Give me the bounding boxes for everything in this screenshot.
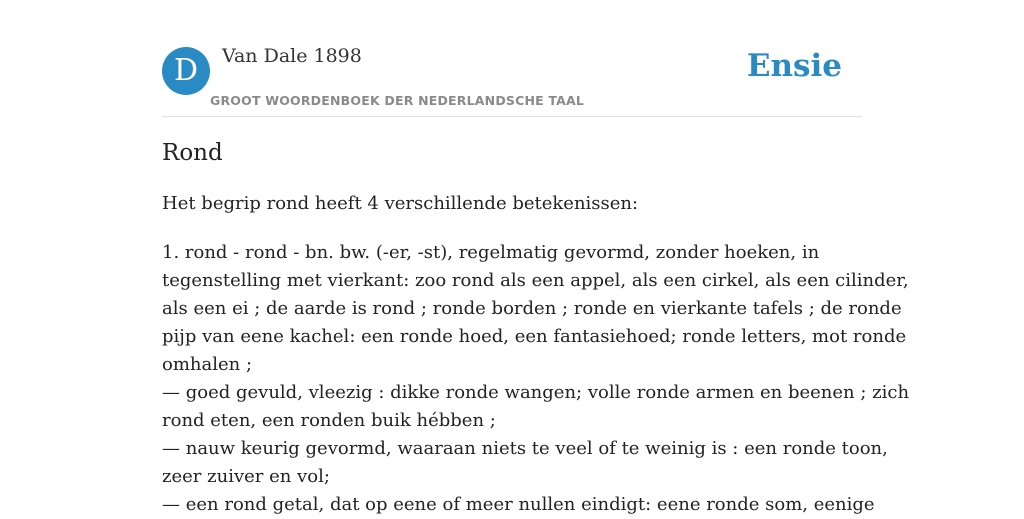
header	[162, 0, 862, 117]
definition-line: — goed gevuld, vleezig : dikke ronde wangen; volle ronde armen en beenen ; zich	[162, 382, 910, 403]
definition-line: rond eten, een ronden buik hébben ;	[162, 410, 496, 431]
definition-line: zeer zuiver en vol;	[162, 466, 330, 487]
definition-line: omhalen ;	[162, 354, 253, 375]
definition-line: — nauw keurig gevormd, waaraan niets te veel of te weinig is : een ronde toon,	[162, 438, 888, 459]
meaning-count-intro: Het begrip rond heeft 4 verschillende betekenissen:	[162, 193, 639, 214]
dictionary-title[interactable]: Van Dale 1898	[222, 45, 362, 67]
definition-line: pijp van eene kachel: een ronde hoed, een fantasiehoed; ronde letters, mot ronde	[162, 326, 907, 347]
page	[162, 0, 910, 515]
dictionary-avatar[interactable]: D	[162, 47, 210, 95]
ensie-logo[interactable]: Ensie	[746, 48, 842, 84]
definition-line: 1. rond - rond - bn. bw. (-er, -st), regelmatig gevormd, zonder hoeken, in	[162, 242, 820, 263]
definition-line: — een rond getal, dat op eene of meer nullen eindigt: eene ronde som, eenige	[162, 494, 875, 515]
definition-text	[162, 239, 910, 519]
page-title: Rond	[162, 140, 223, 166]
definition-line: als een ei ; de aarde is rond ; ronde borden ; ronde en vierkante tafels ; de ronde	[162, 298, 902, 319]
dictionary-subtitle: GROOT WOORDENBOEK DER NEDERLANDSCHE TAAL	[210, 93, 585, 108]
definition-line: tegenstelling met vierkant: zoo rond als een appel, als een cirkel, als een cilinder,	[162, 270, 909, 291]
